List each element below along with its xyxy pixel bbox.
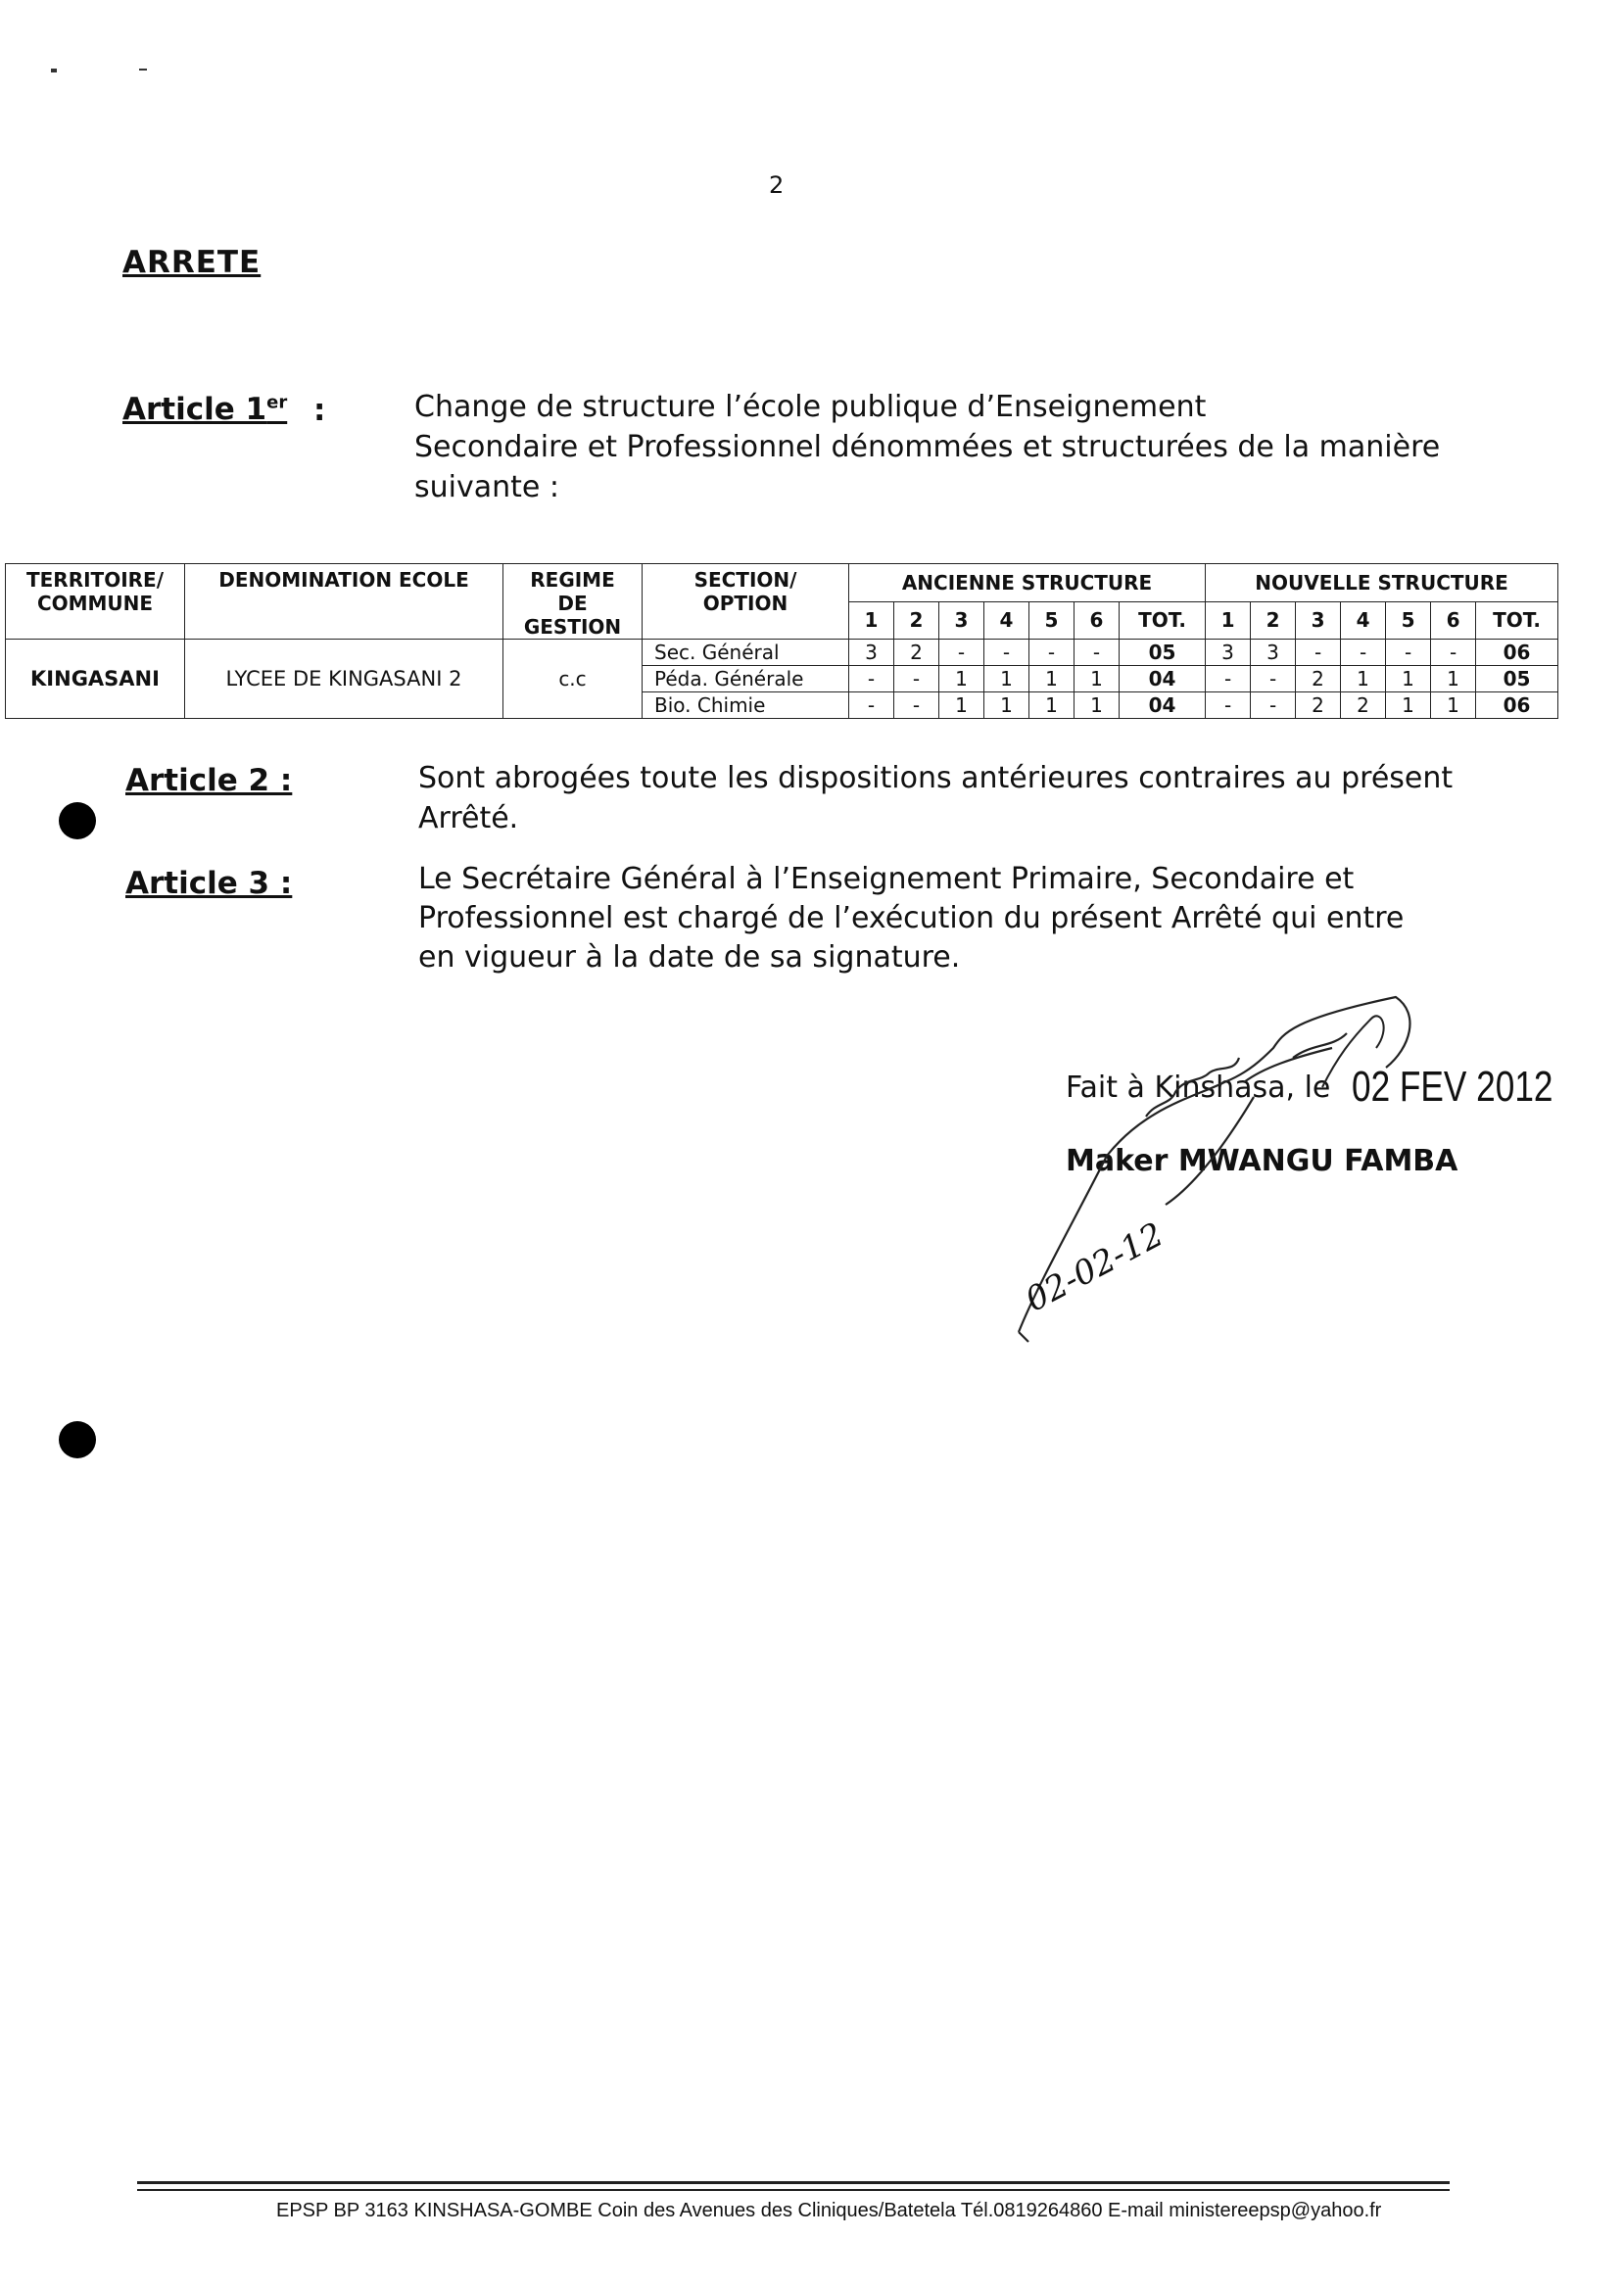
value-cell: - xyxy=(939,640,984,666)
footer-address: EPSP BP 3163 KINSHASA-GOMBE Coin des Avenues des Cliniques/Batetela Tél.0819264860 E-mail ministereepsp@yahoo.fr xyxy=(276,2200,1382,2221)
header-sub: 5 xyxy=(1029,601,1075,640)
value-cell: 1 xyxy=(1029,666,1075,692)
value-cell: - xyxy=(894,692,939,719)
section-cell: Péda. Générale xyxy=(643,666,849,692)
total-cell: 06 xyxy=(1476,640,1558,666)
value-cell: 1 xyxy=(984,692,1029,719)
page-number: 2 xyxy=(769,171,785,199)
header-sub: 3 xyxy=(1296,601,1341,640)
value-cell: 1 xyxy=(1029,692,1075,719)
value-cell: - xyxy=(849,692,894,719)
article-1-text: Change de structure l’école publique d’Enseignement Secondaire et Professionnel dénommées et structurées de la manière suivante : xyxy=(414,390,1441,504)
footer-rule xyxy=(137,2181,1450,2184)
regime-cell: c.c xyxy=(503,640,643,719)
value-cell: - xyxy=(1251,692,1296,719)
handwritten-signature xyxy=(999,989,1469,1361)
header-sub: 1 xyxy=(849,601,894,640)
value-cell: - xyxy=(1296,640,1341,666)
article-3-text: Le Secrétaire Général à l’Enseignement Primaire, Secondaire et Professionnel est chargé de l’exécution du présent Arrêté qui entre en vigueur à la date de sa signature. xyxy=(418,862,1405,975)
value-cell: - xyxy=(849,666,894,692)
document-heading: ARRETE xyxy=(122,245,262,280)
total-cell: 05 xyxy=(1120,640,1206,666)
header-nouvelle-structure: NOUVELLE STRUCTURE xyxy=(1206,564,1558,602)
value-cell: 2 xyxy=(1296,666,1341,692)
value-cell: 3 xyxy=(849,640,894,666)
total-cell: 04 xyxy=(1120,666,1206,692)
value-cell: 1 xyxy=(1431,692,1476,719)
value-cell: 1 xyxy=(1431,666,1476,692)
table-row xyxy=(6,640,1558,666)
article-2-text: Sont abrogées toute les dispositions antérieures contraires au présent Arrêté. xyxy=(418,761,1454,835)
header-sub: TOT. xyxy=(1476,601,1558,640)
value-cell: - xyxy=(984,640,1029,666)
header-sub: 2 xyxy=(1251,601,1296,640)
date-stamp: 02 FEV 2012 xyxy=(1352,1063,1553,1111)
header-sub: 4 xyxy=(1341,601,1386,640)
punch-hole xyxy=(59,802,96,839)
article-1-colon: : xyxy=(313,393,326,428)
punch-hole xyxy=(59,1421,96,1458)
value-cell: 1 xyxy=(984,666,1029,692)
total-cell: 06 xyxy=(1476,692,1558,719)
value-cell: 1 xyxy=(1386,666,1431,692)
header-sub: 1 xyxy=(1206,601,1251,640)
structure-table xyxy=(5,563,1558,719)
signatory-name: Maker MWANGU FAMBA xyxy=(1066,1144,1458,1178)
value-cell: - xyxy=(894,666,939,692)
value-cell: 2 xyxy=(1296,692,1341,719)
header-regime: REGIME DE GESTION xyxy=(503,564,643,640)
header-ancienne-structure: ANCIENNE STRUCTURE xyxy=(849,564,1206,602)
header-section: SECTION/ OPTION xyxy=(643,564,849,640)
article-3-label: Article 3 : xyxy=(125,866,293,901)
value-cell: - xyxy=(1251,666,1296,692)
value-cell: 1 xyxy=(1075,692,1120,719)
value-cell: 2 xyxy=(1341,692,1386,719)
handwritten-date: 02-02-12 xyxy=(1019,1214,1170,1320)
total-cell: 05 xyxy=(1476,666,1558,692)
header-sub: 6 xyxy=(1075,601,1120,640)
footer-rule xyxy=(137,2189,1450,2191)
header-sub: 4 xyxy=(984,601,1029,640)
section-cell: Sec. Général xyxy=(643,640,849,666)
denomination-cell: LYCEE DE KINGASANI 2 xyxy=(185,640,503,719)
value-cell: - xyxy=(1029,640,1075,666)
place-and-date-label: Fait à Kinshasa, le xyxy=(1066,1071,1331,1105)
scan-speck xyxy=(51,69,57,72)
header-sub: 3 xyxy=(939,601,984,640)
territoire-cell: KINGASANI xyxy=(6,640,185,719)
value-cell: 1 xyxy=(1075,666,1120,692)
value-cell: 2 xyxy=(894,640,939,666)
header-sub: TOT. xyxy=(1120,601,1206,640)
header-territoire: TERRITOIRE/ COMMUNE xyxy=(6,564,185,640)
value-cell: 3 xyxy=(1206,640,1251,666)
value-cell: - xyxy=(1341,640,1386,666)
article-1-label: Article 1er xyxy=(122,392,288,427)
header-denomination: DENOMINATION ECOLE xyxy=(185,564,503,640)
total-cell: 04 xyxy=(1120,692,1206,719)
section-cell: Bio. Chimie xyxy=(643,692,849,719)
value-cell: 1 xyxy=(1386,692,1431,719)
value-cell: 1 xyxy=(1341,666,1386,692)
value-cell: 1 xyxy=(939,692,984,719)
value-cell: - xyxy=(1075,640,1120,666)
header-sub: 6 xyxy=(1431,601,1476,640)
value-cell: 3 xyxy=(1251,640,1296,666)
article-2-label: Article 2 : xyxy=(125,763,293,798)
value-cell: - xyxy=(1206,692,1251,719)
value-cell: 1 xyxy=(939,666,984,692)
scan-speck xyxy=(139,69,147,71)
value-cell: - xyxy=(1431,640,1476,666)
header-sub: 5 xyxy=(1386,601,1431,640)
header-sub: 2 xyxy=(894,601,939,640)
value-cell: - xyxy=(1386,640,1431,666)
value-cell: - xyxy=(1206,666,1251,692)
